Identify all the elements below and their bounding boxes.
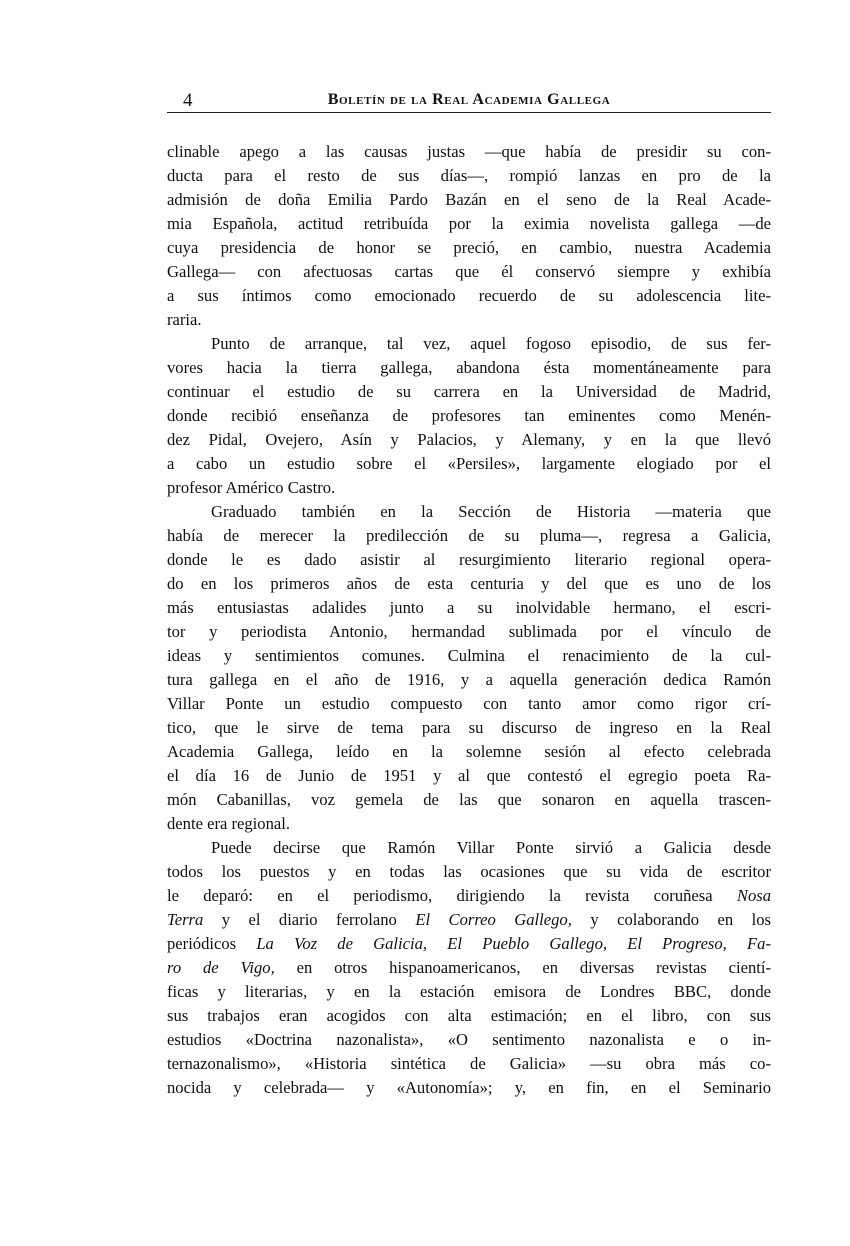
text-line: vores hacia la tierra gallega, abandona ésta momentáneamente para: [167, 358, 771, 377]
text-line: donde recibió enseñanza de profesores tan eminentes como Menén-: [167, 406, 771, 425]
text-line: tor y periodista Antonio, hermandad sublimada por el vínculo de: [167, 622, 771, 641]
text-line: món Cabanillas, voz gemela de las que sonaron en aquella trascen-: [167, 790, 771, 809]
text-line: [167, 980, 771, 1004]
text-line: donde le es dado asistir al resurgimiento literario regional opera-: [167, 550, 771, 569]
text-line: [167, 1052, 771, 1076]
text-line: ducta para el resto de sus días—, rompió lanzas en pro de la: [167, 166, 771, 185]
text-segment: y colaborando en los: [571, 910, 772, 929]
text-line: dez Pidal, Ovejero, Asín y Palacios, y Alemany, y en la que llevó: [167, 430, 771, 449]
text-line: cuya presidencia de honor se preció, en cambio, nuestra Academia: [167, 238, 771, 257]
text-line: clinable apego a las causas justas —que había de presidir su con-: [167, 142, 771, 161]
text-line: [167, 908, 771, 932]
text-line: Punto de arranque, tal vez, aquel fogoso episodio, de sus fer-: [211, 334, 771, 353]
text-line: [167, 956, 771, 980]
text-segment: Puede decirse que Ramón Villar Ponte sirvió a Galicia desde: [211, 838, 771, 857]
text-line: profesor Américo Castro.: [167, 478, 336, 497]
text-segment: le deparó: en el periodismo, dirigiendo la revista coruñesa: [167, 886, 737, 905]
text-line: do en los primeros años de esta centuria y del que es uno de los: [167, 574, 771, 593]
text-line: mia Española, actitud retribuída por la eximia novelista gallega —de: [167, 214, 771, 233]
text-segment: ficas y literarias, y en la estación emisora de Londres BBC, donde: [167, 982, 771, 1001]
text-segment: en otros hispanoamericanos, en diversas revistas cientí-: [274, 958, 771, 977]
italic-title: El Correo Gallego,: [415, 910, 572, 929]
text-line: el día 16 de Junio de 1951 y al que contestó el egregio poeta Ra-: [167, 766, 771, 785]
text-line: [167, 836, 771, 860]
text-line: [167, 1028, 771, 1052]
text-segment: y el diario ferrolano: [203, 910, 416, 929]
text-line: [167, 932, 771, 956]
text-line: más entusiastas adalides junto a su inolvidable hermano, el escri-: [167, 598, 771, 617]
running-header: [167, 88, 771, 113]
text-line: admisión de doña Emilia Pardo Bazán en el seno de la Real Acade-: [167, 190, 771, 209]
paragraph: [167, 140, 771, 332]
text-line: tura gallega en el año de 1916, y a aquella generación dedica Ramón: [167, 670, 771, 689]
text-line: Villar Ponte un estudio compuesto con tanto amor como rigor crí-: [167, 694, 771, 713]
text-line: [167, 1076, 771, 1100]
text-segment: sus trabajos eran acogidos con alta estimación; en el libro, con sus: [167, 1006, 771, 1025]
page-number: 4: [183, 90, 193, 111]
text-segment: nocida y celebrada— y «Autonomía»; y, en fin, en el Seminario: [167, 1078, 771, 1097]
paragraph: [167, 500, 771, 836]
text-segment: ternazonalismo», «Historia sintética de Galicia» —su obra más co-: [167, 1054, 771, 1073]
text-line: raria.: [167, 310, 202, 329]
text-line: tico, que le sirve de tema para su discurso de ingreso en la Real: [167, 718, 771, 737]
text-line: Gallega— con afectuosas cartas que él conservó siempre y exhibía: [167, 262, 771, 281]
text-line: continuar el estudio de su carrera en la Universidad de Madrid,: [167, 382, 771, 401]
paragraph: [167, 332, 771, 500]
journal-title: Boletín de la Real Academia Gallega: [327, 91, 611, 108]
text-line: [167, 860, 771, 884]
text-segment: estudios «Doctrina nazonalista», «O sentimento nazonalista e o in-: [167, 1030, 771, 1049]
text-line: dente era regional.: [167, 814, 291, 833]
text-line: Academia Gallega, leído en la solemne sesión al efecto celebrada: [167, 742, 771, 761]
text-line: ideas y sentimientos comunes. Culmina el renacimiento de la cul-: [167, 646, 771, 665]
italic-title: ro de Vigo,: [167, 958, 275, 977]
text-line: a cabo un estudio sobre el «Persiles», largamente elogiado por el: [167, 454, 771, 473]
italic-title: La Voz de Galicia, El Pueblo Gallego, El Progreso, Fa-: [256, 934, 771, 953]
text-segment: todos los puestos y en todas las ocasiones que su vida de escritor: [167, 862, 771, 881]
paragraph: [167, 836, 771, 1100]
text-segment: periódicos: [167, 934, 257, 953]
text-line: Graduado también en la Sección de Historia —materia que: [211, 502, 771, 521]
text-line: a sus íntimos como emocionado recuerdo de su adolescencia lite-: [167, 286, 771, 305]
text-line: [167, 1004, 771, 1028]
italic-title: Terra: [167, 910, 204, 929]
text-line: [167, 884, 771, 908]
italic-title: Nosa: [736, 886, 771, 905]
article-body: [167, 140, 771, 1100]
text-line: había de merecer la predilección de su pluma—, regresa a Galicia,: [167, 526, 771, 545]
